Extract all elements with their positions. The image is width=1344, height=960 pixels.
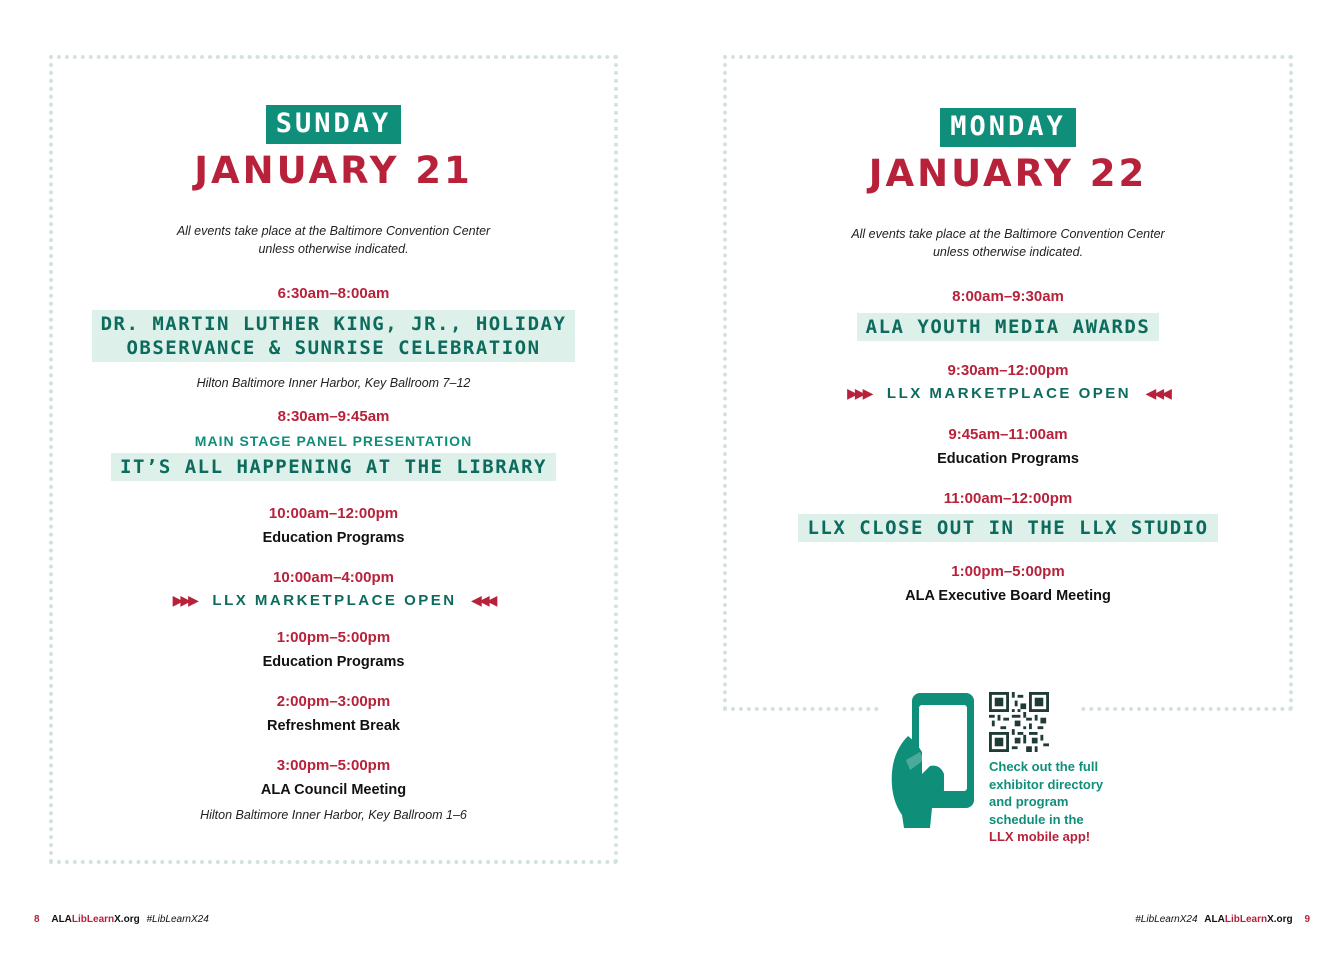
app-promo-text — [989, 758, 1129, 846]
event-title — [92, 310, 576, 362]
rewind-icon: ◀◀◀ — [1145, 385, 1169, 402]
page-number: 8 — [34, 914, 40, 925]
note-line: All events take place at the Baltimore Convention Center — [176, 224, 491, 238]
fast-forward-icon: ▶▶▶ — [847, 385, 871, 402]
event-time: 2:00pm–3:00pm — [276, 693, 391, 710]
site-url-suffix: X.org — [1267, 914, 1293, 925]
qr-code-icon — [989, 692, 1049, 752]
event-label: Education Programs — [262, 530, 405, 546]
event-title: LLX CLOSE OUT IN THE LLX STUDIO — [798, 514, 1217, 542]
page-number: 9 — [1304, 914, 1310, 925]
note-line: unless otherwise indicated. — [932, 245, 1084, 259]
event-time: 8:00am–9:30am — [952, 288, 1064, 305]
title-line: DR. MARTIN LUTHER KING, JR., HOLIDAY — [100, 313, 567, 335]
event-label: Refreshment Break — [267, 718, 400, 734]
marketplace-label: LLX MARKETPLACE OPEN — [212, 592, 457, 609]
promo-line: Check out the full — [989, 759, 1099, 774]
event-time: 3:00pm–5:00pm — [276, 757, 391, 774]
monday-day-badge: MONDAY — [940, 108, 1076, 147]
event-time: 9:45am–11:00am — [948, 426, 1068, 443]
sunday-panel — [49, 55, 618, 864]
fast-forward-icon: ▶▶▶ — [172, 592, 196, 609]
marketplace-row — [727, 385, 1289, 403]
promo-line: and program — [989, 794, 1069, 809]
sunday-note — [53, 222, 614, 258]
marketplace-label: LLX MARKETPLACE OPEN — [886, 385, 1132, 402]
phone-in-hand-icon — [886, 690, 978, 830]
event-time: 10:00am–4:00pm — [273, 569, 394, 586]
site-url[interactable] — [51, 914, 139, 925]
promo-line-highlight: LLX mobile app! — [989, 829, 1091, 844]
marketplace-row — [53, 592, 614, 610]
site-url-mid: LibLearn — [1224, 914, 1268, 925]
hashtag: #LibLearnX24 — [1135, 914, 1198, 925]
title-line: OBSERVANCE & SUNRISE CELEBRATION — [126, 337, 541, 359]
event-venue: Hilton Baltimore Inner Harbor, Key Ballroom 7–12 — [196, 376, 471, 390]
monday-date-heading: JANUARY 22 — [868, 152, 1148, 195]
site-url[interactable] — [1204, 914, 1292, 925]
footer-left — [34, 914, 209, 925]
promo-line: schedule in the — [989, 811, 1084, 827]
event-title: IT’S ALL HAPPENING AT THE LIBRARY — [111, 453, 556, 481]
event-time: 6:30am–8:00am — [277, 285, 390, 302]
site-url-prefix: ALA — [51, 914, 72, 925]
event-time: 11:00am–12:00pm — [943, 490, 1073, 507]
site-url-mid: LibLearn — [71, 914, 115, 925]
event-time: 8:30am–9:45am — [277, 408, 390, 425]
rewind-icon: ◀◀◀ — [471, 592, 495, 609]
promo-line: exhibitor directory — [989, 776, 1104, 792]
event-label: ALA Executive Board Meeting — [905, 588, 1111, 604]
footer-right — [1135, 914, 1310, 925]
event-time: 9:30am–12:00pm — [947, 362, 1069, 379]
sunday-date-heading: JANUARY 21 — [194, 149, 473, 192]
event-label: Education Programs — [937, 451, 1079, 467]
hashtag: #LibLearnX24 — [146, 914, 209, 925]
event-label: ALA Council Meeting — [260, 782, 407, 798]
site-url-suffix: X.org — [114, 914, 140, 925]
monday-panel — [723, 55, 1293, 711]
event-time: 10:00am–12:00pm — [268, 505, 399, 522]
sunday-day-badge: SUNDAY — [266, 105, 402, 144]
event-venue: Hilton Baltimore Inner Harbor, Key Ballroom 1–6 — [200, 808, 467, 822]
event-time: 1:00pm–5:00pm — [951, 563, 1065, 580]
event-subhead: MAIN STAGE PANEL PRESENTATION — [194, 433, 473, 449]
event-time: 1:00pm–5:00pm — [276, 629, 391, 646]
event-title: ALA YOUTH MEDIA AWARDS — [857, 313, 1160, 341]
event-label: Education Programs — [262, 654, 405, 670]
note-line: unless otherwise indicated. — [258, 242, 409, 256]
site-url-prefix: ALA — [1204, 914, 1225, 925]
monday-note — [727, 225, 1289, 261]
note-line: All events take place at the Baltimore Convention Center — [851, 227, 1165, 241]
